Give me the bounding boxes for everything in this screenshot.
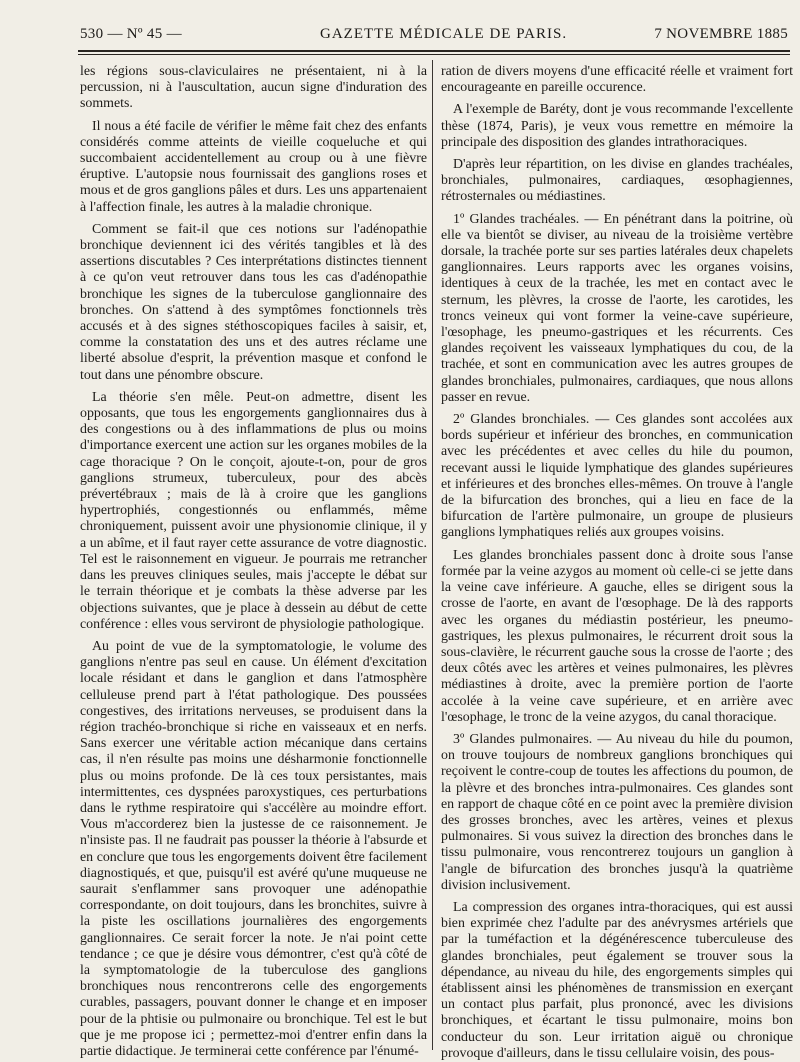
paragraph: 3º Glandes pulmonaires. — Au niveau du hile du poumon, on trouve toujours de nombreux ganglions bronchiques qui reçoivent le contre-coup de toutes les affections du poumon, de la plèvre et des bronches intra-pulmonaires. Ces glandes sont en rapport de chaque côté en ce point avec la première division des grosses bronches, avec les artères, veines et plexus pulmonaires. Si vous suivez la direction des bronches dans le tissu pulmonaire, vous rencontrerez toujours un ganglion à l'angle de bifurcation des bronches jusqu'à la quatrième division inclusivement. — [441, 731, 793, 893]
running-header — [80, 22, 788, 48]
issue-date: 7 NOVEMBRE 1885 — [654, 26, 788, 42]
paragraph: ration de divers moyens d'une efficacité réelle et vraiment fort encourageante en pareille occurence. — [441, 64, 793, 96]
paragraph: Les glandes bronchiales passent donc à droite sous l'anse formée par la veine azygos au moment où celle-ci se jette dans la veine cave inférieure. A gauche, elles se dirigent sous la crosse de l'aorte, en avant de l'œsophage. De là des rapports avec les organes du médiastin postérieur, les pneumo-gastriques, les plexus pulmonaires, le récurrent droit sous la sous-clavière, le récurrent gauche sous la crosse de l'aorte ; des deux côtés avec les artères et veines pulmonaires, les plèvres médiastines à droite, avec la première portion de l'aorte accolée à la veine cave supérieure, et en arrière avec l'œsophage, le tronc de la veine azygos, du canal thoracique. — [441, 547, 793, 725]
header-rule-thin — [78, 54, 790, 55]
left-column — [80, 64, 427, 1059]
paragraph: La compression des organes intra-thoraciques, qui est aussi bien exprimée chez l'adulte par des anévrysmes artériels que par la tuméfaction et la dégénérescence tuberculeuse des glandes bronchiales, peut également se trouver sous la dépendance, au niveau du hile, des engorgements simples qui établissent ainsi les phénomènes de transmission en exerçant un contact plus parfait, plus prononcé, avec les divisions bronchiques, et écartant le tissu pulmonaire, moins bon conducteur du son. Leur irritation aiguë ou chronique provoque d'ailleurs, dans le tissu cellulaire voisin, des pous- — [441, 899, 793, 1061]
column-divider — [432, 60, 433, 1050]
right-column — [441, 64, 793, 1061]
header-rule — [78, 50, 790, 52]
paragraph: 1º Glandes trachéales. — En pénétrant dans la poitrine, où elle va bientôt se diviser, au niveau de la troisième vertèbre dorsale, la trachée porte sur ses parties latérales deux chapelets ganglionnaires. Leurs rapports avec les organes voisins, identiques à ceux de la trachée, les met en contact avec le sternum, les plèvres, la crosse de l'aorte, les carotides, les troncs veineux qui vont former la veine-cave supérieure, l'œsophage, les pneumo-gastriques et les récurrents. Ces glandes reçoivent les vaisseaux lymphatiques du cou, de la trachée, et sont en communication avec les autres groupes de glandes bronchiales, pulmonaires, cardiaques, que nous allons passer en revue. — [441, 211, 793, 405]
page-number: 530 — Nº 45 — — [80, 26, 182, 42]
paragraph: D'après leur répartition, on les divise en glandes trachéales, bronchiales, pulmonaires, cardiaques, œsophagiennes, rétrosternales ou médiastines. — [441, 157, 793, 205]
paragraph: La théorie s'en mêle. Peut-on admettre, disent les opposants, que tous les engorgements ganglionnaires dus à des congestions ou à des inflammations de plus ou moins d'importance exercent une action sur les organes mobiles de la cage thoracique ? On le conçoit, ajoute-t-on, pour de gros ganglions strumeux, tuberculeux, pour des abcès prévertébraux ; mais de là à croire que les ganglions hypertrophiés, congestionnés ou enflammés, même chroniquement, puissent avoir une physionomie clinique, il y a un abîme, et il faut rayer cette assurance de votre diagnostic. Tel est le raisonnement en vigueur. Je pourrais me retrancher dans les preuves cliniques seules, mais j'accepte le débat sur le terrain théorique et je combats la thèse adverse par les objections suivantes, que je place à dessein au début de cette conférence : elles vous serviront de physiologie pathologique. — [80, 389, 427, 632]
paragraph: les régions sous-claviculaires ne présentaient, ni à la percussion, ni à l'auscultation, aucun signe d'induration des sommets. — [80, 64, 427, 112]
paragraph: Comment se fait-il que ces notions sur l'adénopathie bronchique deviennent ici des vérités tangibles et là des assertions discutables ? Ces interprétations distinctes tiennent à ce qu'on veut retrouver dans tous les cas d'adénopathie bronchique les signes de la tuberculose ganglionnaire des bronches. On s'attend à des symptômes fonctionnels très accusés et à des signes stéthoscopiques faciles à saisir, et, comme la constatation des uns et des autres réclame une liberté absolue d'esprit, la prévention masque et confond le tout dans une pénombre obscure. — [80, 221, 427, 383]
paragraph: 2º Glandes bronchiales. — Ces glandes sont accolées aux bords supérieur et inférieur des bronches, en communication avec les précédentes et avec celles du hile du poumon, recevant aussi le liquide lymphatique des glandes supérieures et inférieures et des bronches elles-mêmes. On trouve à l'angle de la bifurcation des bronches, qui a lieu en face de la bifurcation de l'artère pulmonaire, un groupe de plusieurs ganglions lymphatiques reliés aux groupes voisins. — [441, 412, 793, 541]
paragraph: Au point de vue de la symptomatologie, le volume des ganglions n'entre pas seul en cause. Un élément d'excitation locale résidant et dans le ganglion et dans l'atmosphère celluleuse prend part à l'état pathologique. Des poussées congestives, des irritations nerveuses, se produisent dans la région trachéo-bronchique si riche en vaisseaux et en nerfs. Sans exercer une véritable action mécanique dans certains cas, il n'en résulte pas moins une désharmonie fonctionnelle plus ou moins profonde. De là ces toux persistantes, mais intermittentes, ces dyspnées paroxystiques, ces perturbations dans le rythme respiratoire qui s'accélère au moindre effort. Vous m'accorderez bien la justesse de ce raisonnement. Je n'insiste pas. Il ne faudrait pas pousser la théorie à l'absurde et en conclure que tous les engorgements doivent être facilement diagnostiqués, et que, puisqu'il est avéré qu'une muqueuse ne saurait s'enflammer sans provoquer une adénopathie correspondante, on doit toujours, dans les bronchites, suivre à la piste les oscillations journalières des engorgements ganglionnaires. Ce serait forcer la note. Je n'ai point cette tendance ; ce que je désire vous démontrer, c'est qu'à côté de la symptomatologie de la tuberculose des ganglions bronchiques nous rencontrerons celle des engorgements curables, passagers, pouvant donner le change et en imposer pour de la phtisie ou pulmonaire ou bronchique. Tel est le but que je me propose ici ; permettez-moi d'entrer enfin dans la partie didactique. Je terminerai cette conférence par l'énumé- — [80, 638, 427, 1059]
paragraph: A l'exemple de Baréty, dont je vous recommande l'excellente thèse (1874, Paris), je veux vous remettre en mémoire la principale des disposition des glandes intrathoraciques. — [441, 102, 793, 150]
journal-title: GAZETTE MÉDICALE DE PARIS. — [320, 26, 568, 42]
paragraph: Il nous a été facile de vérifier le même fait chez des enfants considérés comme atteints de vieille coqueluche et qui succombaient accidentellement au croup ou à une fièvre éruptive. L'autopsie nous fournissait des ganglions roses et mous et de gros ganglions pâles et durs. Les uns appartenaient à l'affection finale, les autres à la maladie chronique. — [80, 118, 427, 215]
